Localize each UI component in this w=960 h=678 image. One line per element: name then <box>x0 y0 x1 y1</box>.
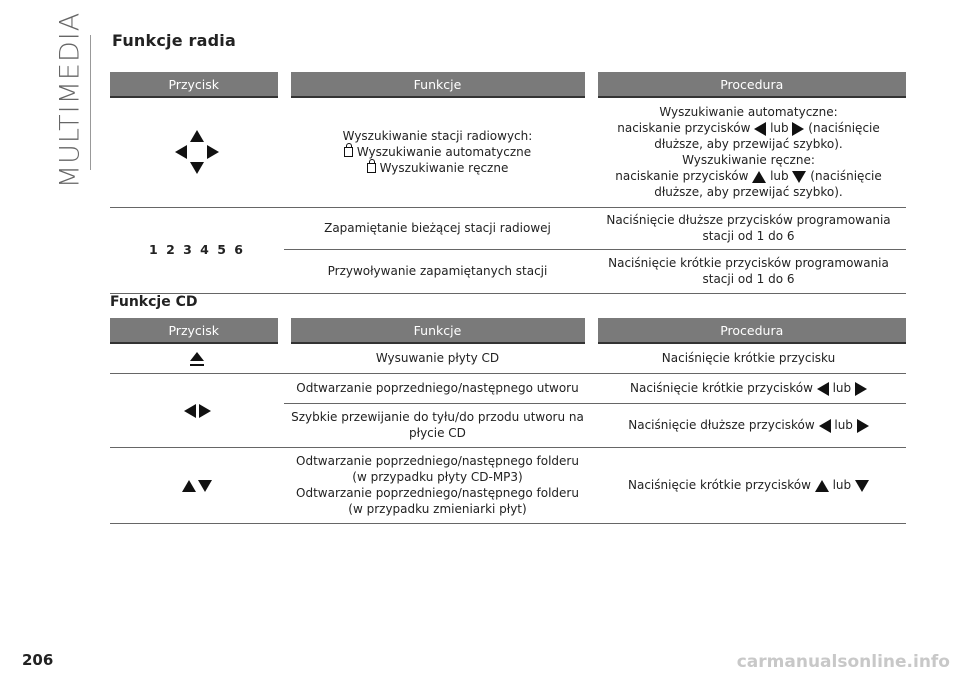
cd-functions-table <box>110 318 906 524</box>
function-cell: Zapamiętanie bieżącej stacji radiowej <box>284 207 591 249</box>
four-arrows-icon <box>175 130 219 174</box>
arrow-up-icon <box>752 171 766 183</box>
function-cell: Odtwarzanie poprzedniego/następnego utworu <box>284 373 591 403</box>
header-przycisk: Przycisk <box>110 72 284 97</box>
button-cell <box>110 97 284 207</box>
arrow-down-icon <box>855 480 869 492</box>
arrow-left-icon <box>175 145 187 159</box>
list-item: Wyszukiwanie ręczne <box>288 160 587 176</box>
arrow-right-icon <box>207 145 219 159</box>
section-side-label: MULTIMEDIA <box>54 11 86 189</box>
cd-table-header <box>110 318 906 343</box>
radio-section-title: Funkcje radia <box>112 31 236 50</box>
preset-buttons-label: 1 2 3 4 5 6 <box>110 207 284 293</box>
eject-icon <box>190 352 204 366</box>
arrow-right-icon <box>792 122 804 136</box>
arrow-left-icon <box>184 404 196 418</box>
table-row <box>110 343 906 373</box>
bullet-icon <box>367 163 376 173</box>
function-cell: Przywoływanie zapamiętanych stacji <box>284 249 591 293</box>
procedure-cell: Naciśnięcie krótkie przycisku <box>591 343 906 373</box>
procedure-cell: Naciśnięcie krótkie przycisków lub <box>591 373 906 403</box>
arrow-down-icon <box>198 480 212 492</box>
function-cell: Szybkie przewijanie do tyłu/do przodu utworu na płycie CD <box>284 403 591 447</box>
button-cell <box>110 447 284 523</box>
arrow-left-icon <box>754 122 766 136</box>
table-row <box>110 97 906 207</box>
watermark: carmanualsonline.info <box>736 652 950 672</box>
cd-section-title: Funkcje CD <box>110 294 198 310</box>
arrow-right-icon <box>199 404 211 418</box>
radio-functions-table <box>110 72 906 294</box>
table-row <box>110 447 906 523</box>
procedure-cell: Naciśnięcie krótkie przycisków lub <box>591 447 906 523</box>
radio-table-header <box>110 72 906 97</box>
arrow-up-icon <box>190 130 204 142</box>
procedure-cell: Wyszukiwanie automatyczne: naciskanie przycisków lub (naciśnięcie dłuższe, aby przewijać szybko). Wyszukiwanie ręczne: naciskanie przycisków lub (naciśnięcie dłuższe, aby przewijać szybko). <box>591 97 906 207</box>
bullet-icon <box>344 147 353 157</box>
table-row <box>110 207 906 249</box>
list-item: Wyszukiwanie automatyczne <box>288 144 587 160</box>
arrow-right-icon <box>857 419 869 433</box>
up-down-arrows-icon <box>182 478 212 492</box>
arrow-left-icon <box>817 382 829 396</box>
side-divider <box>90 35 91 170</box>
header-procedura: Procedura <box>591 318 906 343</box>
arrow-down-icon <box>792 171 806 183</box>
function-intro: Wyszukiwanie stacji radiowych: <box>342 129 533 144</box>
arrow-down-icon <box>190 162 204 174</box>
page-number: 206 <box>22 651 54 669</box>
arrow-right-icon <box>855 382 867 396</box>
arrow-left-icon <box>819 419 831 433</box>
arrow-up-icon <box>182 480 196 492</box>
header-funkcje: Funkcje <box>284 318 591 343</box>
header-funkcje: Funkcje <box>284 72 591 97</box>
left-right-arrows-icon <box>184 403 211 417</box>
arrow-up-icon <box>815 480 829 492</box>
header-procedura: Procedura <box>591 72 906 97</box>
button-cell <box>110 373 284 447</box>
procedure-cell: Naciśnięcie krótkie przycisków programowania stacji od 1 do 6 <box>591 249 906 293</box>
function-cell: Wysuwanie płyty CD <box>284 343 591 373</box>
button-cell <box>110 343 284 373</box>
table-row <box>110 373 906 403</box>
function-cell: Odtwarzanie poprzedniego/następnego folderu (w przypadku płyty CD-MP3) Odtwarzanie poprzedniego/następnego folderu (w przypadku zmieniarki płyt) <box>284 447 591 523</box>
function-cell <box>284 97 591 207</box>
procedure-cell: Naciśnięcie dłuższe przycisków programowania stacji od 1 do 6 <box>591 207 906 249</box>
header-przycisk: Przycisk <box>110 318 284 343</box>
procedure-cell: Naciśnięcie dłuższe przycisków lub <box>591 403 906 447</box>
